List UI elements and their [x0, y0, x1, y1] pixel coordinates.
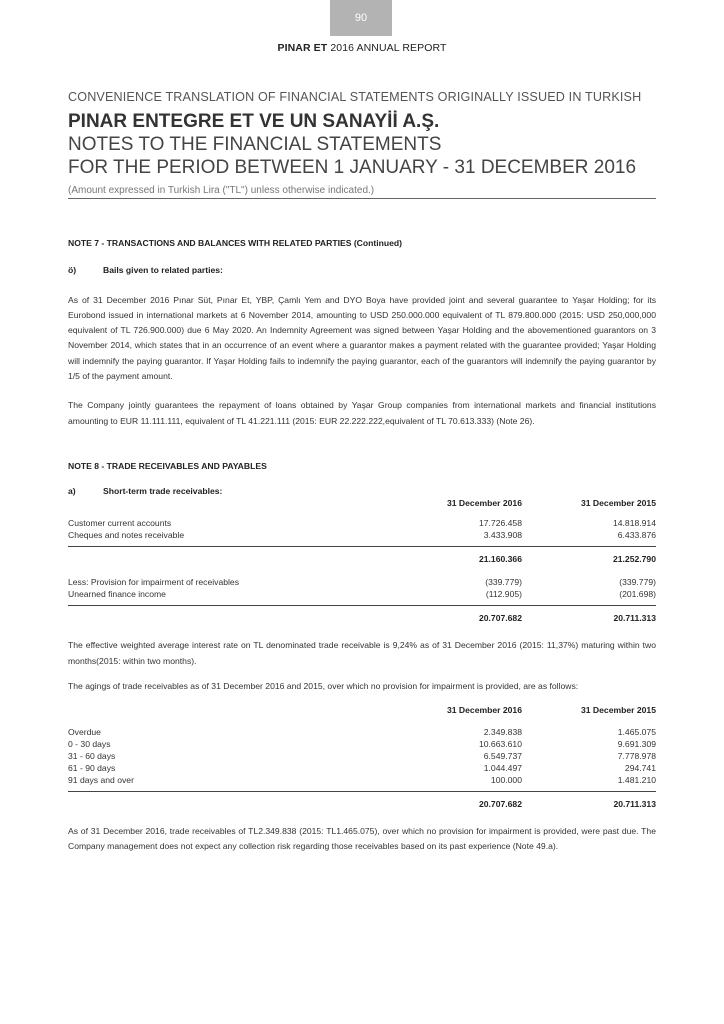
- note7-subsection-heading: [68, 263, 656, 278]
- past-due-paragraph: As of 31 December 2016, trade receivables of TL2.349.838 (2015: TL1.465.075), over which no provision for impairment is provided, were past due. The Company management does not expect any collection risk regarding those receivables based on its past experience (Note 49.a).: [68, 826, 656, 852]
- translation-notice: CONVENIENCE TRANSLATION OF FINANCIAL STATEMENTS ORIGINALLY ISSUED IN TURKISH: [68, 90, 642, 104]
- note8-sub-label: a): [68, 486, 76, 497]
- report-subtitle: 2016 ANNUAL REPORT: [327, 42, 447, 54]
- note7-title: NOTE 7 - TRANSACTIONS AND BALANCES WITH RELATED PARTIES (Continued): [68, 238, 403, 248]
- note8-sub-title: Short-term trade receivables:: [103, 486, 223, 497]
- value-2016: 10.663.610: [478, 739, 522, 750]
- value-2016: 100.000: [490, 775, 522, 786]
- value-2015: 14.818.914: [612, 518, 656, 529]
- table-row: [68, 774, 656, 786]
- row-label: Cheques and notes receivable: [68, 530, 185, 541]
- value-2015: 1.465.075: [617, 727, 656, 738]
- statement-period: FOR THE PERIOD BETWEEN 1 JANUARY - 31 DECEMBER 2016: [68, 157, 637, 178]
- report-brand: PINAR ET: [277, 42, 328, 54]
- total-2016: 20.707.682: [478, 613, 522, 624]
- receivables-aging-table: [68, 704, 656, 810]
- total-row: [68, 612, 656, 624]
- company-name: PINAR ENTEGRE ET VE UN SANAYİİ A.Ş.: [68, 111, 440, 132]
- statement-title: NOTES TO THE FINANCIAL STATEMENTS: [68, 134, 442, 155]
- row-label: Less: Provision for impairment of receivables: [68, 577, 239, 588]
- value-2016: 17.726.458: [478, 518, 522, 529]
- note8-title: NOTE 8 - TRADE RECEIVABLES AND PAYABLES: [68, 460, 267, 471]
- total-2016: 20.707.682: [478, 799, 522, 810]
- column-header-2015: 31 December 2015: [580, 705, 656, 716]
- value-2015: 1.481.210: [617, 775, 656, 786]
- value-2015: 294.741: [624, 763, 656, 774]
- table-row: [68, 738, 656, 750]
- page-number: 90: [330, 0, 392, 36]
- interest-rate-paragraph: The effective weighted average interest rate on TL denominated trade receivable is 9,24% as of 31 December 2016 (2015: 11,37%) maturing within two months(2015: within two months).: [68, 640, 656, 666]
- column-header-2016: 31 December 2016: [446, 705, 522, 716]
- row-label: 31 - 60 days: [68, 751, 116, 762]
- note7-sub-label: ö): [68, 265, 77, 276]
- row-label: 91 days and over: [68, 775, 134, 786]
- value-2015: 6.433.876: [617, 530, 656, 541]
- currency-note: (Amount expressed in Turkish Lira ("TL") unless otherwise indicated.): [68, 185, 656, 199]
- column-header-2015: 31 December 2015: [580, 498, 656, 509]
- table-row: [68, 750, 656, 762]
- subtotal-row: [68, 553, 656, 565]
- column-header-2016: 31 December 2016: [446, 498, 522, 509]
- row-label: 0 - 30 days: [68, 739, 111, 750]
- subtotal-2016: 21.160.366: [478, 554, 522, 565]
- total-2015: 20.711.313: [613, 613, 656, 624]
- value-2016: 2.349.838: [483, 727, 522, 738]
- value-2016: 3.433.908: [483, 530, 522, 541]
- total-2015: 20.711.313: [613, 799, 656, 810]
- value-2015: 9.691.309: [617, 739, 656, 750]
- value-2016: (339.779): [485, 577, 522, 588]
- subtotal-2015: 21.252.790: [612, 554, 656, 565]
- total-row: [68, 798, 656, 810]
- note8-subsection-heading: [68, 485, 408, 497]
- table-row: [68, 576, 656, 588]
- aging-intro-paragraph: The agings of trade receivables as of 31 December 2016 and 2015, over which no provision for impairment is provided, are as follows:: [68, 680, 579, 691]
- value-2016: (112.905): [485, 589, 522, 600]
- row-label: Customer current accounts: [68, 518, 172, 529]
- table-row: [68, 517, 656, 529]
- short-term-receivables-table: [68, 485, 656, 624]
- statement-header: [68, 90, 656, 199]
- row-label: 61 - 90 days: [68, 763, 116, 774]
- value-2016: 1.044.497: [483, 763, 522, 774]
- report-title: [0, 42, 724, 54]
- table-row: [68, 529, 656, 541]
- note7-paragraph-loans: The Company jointly guarantees the repayment of loans obtained by Yaşar Group companies from international markets and financial institutions amounting to EUR 11.111.111, equivalent of TL 41.221.111 (2015: EUR 22.222.222,equivalent of TL 70.613.333) (Note 26).: [68, 400, 656, 426]
- value-2015: (339.779): [619, 577, 656, 588]
- value-2015: 7.778.978: [617, 751, 656, 762]
- row-label: Overdue: [68, 727, 101, 738]
- note7-sub-title: Bails given to related parties:: [103, 265, 223, 276]
- table-row: [68, 588, 656, 600]
- value-2015: (201.698): [619, 589, 656, 600]
- row-label: Unearned finance income: [68, 589, 166, 600]
- notes-content: [68, 236, 656, 855]
- table-row: [68, 762, 656, 774]
- note7-paragraph-eurobond: As of 31 December 2016 Pınar Süt, Pınar Et, YBP, Çamlı Yem and DYO Boya have provided joint and several guarantee to Yaşar Holding; for its Eurobond issued in international markets at 6 November 2014, amounting to USD 250.000.000 equivalent of TL 879.800.000 (2015: USD 250,000,000 equivalent of TL 726.900.000) due 6 May 2020. An Indemnity Agreement was signed between Yaşar Holding and the abovementioned guarantors on 3 November 2014, which states that in an occurrence of an event where a guarantor makes a payment related with the guarantee provided; Yaşar Holding will indemnify the paying guarantor. If Yaşar Holding fails to indemnify the paying guarantor, each of the guarantors will indemnify the paying guarantor by 1/5 of the payment amount.: [68, 294, 656, 382]
- table-row: [68, 726, 656, 738]
- value-2016: 6.549.737: [483, 751, 522, 762]
